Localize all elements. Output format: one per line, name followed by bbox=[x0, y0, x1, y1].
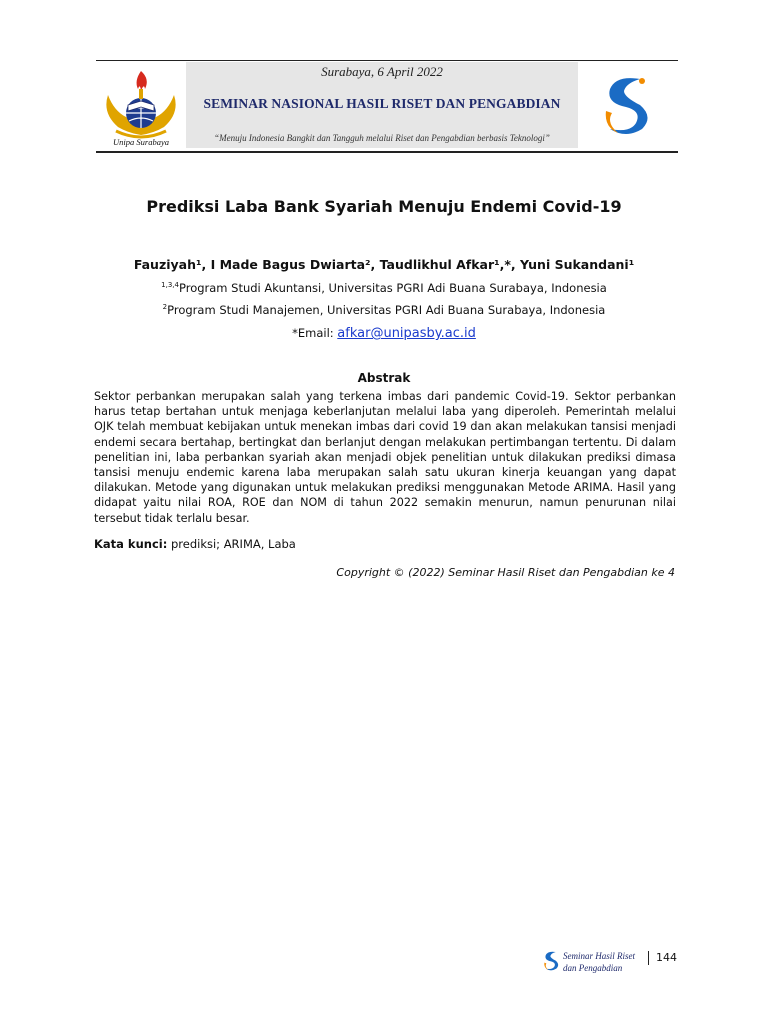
unipa-emblem-icon bbox=[98, 61, 184, 149]
header-banner bbox=[186, 62, 578, 148]
conference-tagline: “Menuju Indonesia Bangkit dan Tangguh melalui Riset dan Pengabdian berbasis Teknologi” bbox=[214, 133, 550, 143]
keywords bbox=[94, 537, 296, 551]
footer-seminar-logo-icon bbox=[541, 949, 561, 973]
conference-header bbox=[96, 60, 678, 153]
paper-title: Prediksi Laba Bank Syariah Menuju Endemi Covid-19 bbox=[146, 197, 622, 216]
conference-date: Surabaya, 6 April 2022 bbox=[321, 64, 443, 79]
footer-separator bbox=[648, 951, 649, 965]
affiliation-1 bbox=[0, 281, 768, 295]
abstract-heading: Abstrak bbox=[357, 371, 411, 385]
keywords-value: prediksi; ARIMA, Laba bbox=[167, 537, 296, 551]
affiliation-2-text: Program Studi Manajemen, Universitas PGRI Adi Buana Surabaya, Indonesia bbox=[167, 303, 606, 317]
conference-title: SEMINAR NASIONAL HASIL RISET DAN PENGABDIAN bbox=[203, 96, 561, 111]
email-link[interactable]: afkar@unipasby.ac.id bbox=[337, 326, 476, 341]
footer-logo-line-2: dan Pengabdian bbox=[563, 963, 623, 973]
footer-logo-line-1: Seminar Hasil Riset bbox=[563, 951, 635, 961]
author-list: Fauziyah¹, I Made Bagus Dwiarta², Taudlikhul Afkar¹,*, Yuni Sukandani¹ bbox=[133, 257, 635, 272]
footer-logo-text bbox=[563, 950, 635, 974]
affiliation-1-superscript: 1,3,4 bbox=[161, 281, 179, 290]
abstract-text: Sektor perbankan merupakan salah yang terkena imbas dari pandemic Covid-19. Sektor perbankan harus tetap bertahan untuk menjaga keberlanjutan melalui laba yang diperoleh. Pemerintah melalui OJK telah membuat kebijakan untuk menekan imbas dari covid 19 dan akan melakukan tansisi menjadi endemi secara bertahap, bertingkat dan berlanjut dengan melakukan pertimbangan tertentu. Di dalam penelitian ini, laba perbankan syariah akan menjadi objek penelitian untuk dilakukan prediksi dimasa tansisi menuju endemic karena laba merupakan salah satu ukuran kinerja keuangan yang dapat dilakukan. Metode yang digunakan untuk melakukan prediksi menggunakan Metode ARIMA. Hasil yang didapat yaitu nilai ROA, ROE dan NOM di tahun 2022 semakin menurun, namun penurunan nilai tersebut tidak terlalu besar. bbox=[94, 390, 676, 525]
affiliation-2 bbox=[0, 303, 768, 317]
keywords-label: Kata kunci: bbox=[94, 537, 168, 551]
page-number: 144 bbox=[656, 951, 677, 964]
seminar-s-logo-icon bbox=[596, 71, 656, 141]
unipa-logo-text: Unipa Surabaya bbox=[113, 137, 169, 147]
affiliation-2-superscript: 2 bbox=[162, 303, 168, 312]
copyright-notice: Copyright © (2022) Seminar Hasil Riset dan Pengabdian ke 4 bbox=[336, 566, 675, 579]
affiliation-1-text: Program Studi Akuntansi, Universitas PGRI Adi Buana Surabaya, Indonesia bbox=[178, 281, 607, 295]
email-label: *Email: bbox=[292, 326, 338, 340]
corresponding-email bbox=[0, 326, 768, 341]
